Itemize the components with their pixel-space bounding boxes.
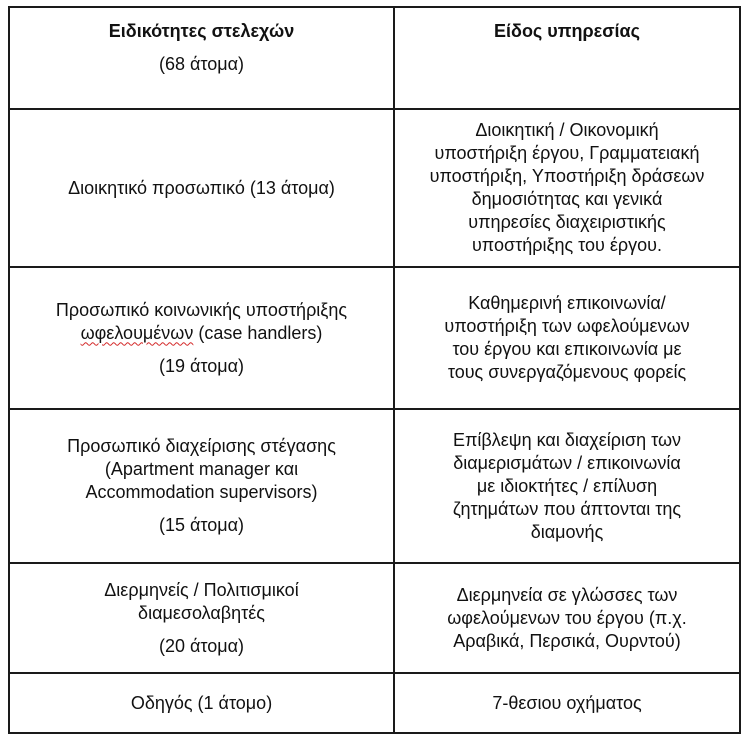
header-service-title: Είδος υπηρεσίας [494,21,640,41]
service-line: υποστήριξης του έργου. [471,235,663,255]
table-row [9,673,740,733]
role-line: (Apartment manager και [104,459,299,479]
role-line: Προσωπικό κοινωνικής υποστήριξης [55,299,348,320]
table-row [9,563,740,673]
service-line: Καθημερινή επικοινωνία/ [468,293,666,313]
service-cell [394,267,740,409]
role-line: Διοικητικό προσωπικό (13 άτομα) [68,177,335,198]
service-line: δημοσιότητας και γενικά [471,189,663,209]
role-line: Διερμηνείς / Πολιτισμικοί [104,579,299,600]
header-total-count: (68 άτομα) [158,54,245,74]
role-cell [9,109,394,267]
role-line: διαμεσολαβητές [138,602,265,623]
service-line: τους συνεργαζόμενους φορείς [447,362,687,382]
table-row [9,409,740,563]
service-line: υποστήριξη, Υποστήριξη δράσεων [429,166,705,186]
service-line: υποστήριξη των ωφελούμενων [444,316,690,336]
role-line [24,322,379,345]
service-line: διαμερισμάτων / επικοινωνία [453,452,681,473]
service-line: διαμονής [530,521,604,542]
service-line: ζητημάτων που άπτονται της [452,498,682,519]
header-row [9,7,740,109]
role-cell [9,409,394,563]
role-count: (20 άτομα) [158,635,245,656]
role-cell [9,673,394,733]
role-line: Accommodation supervisors) [85,482,318,502]
table-row [9,109,740,267]
header-specialties-cell [9,7,394,109]
service-cell [394,409,740,563]
service-cell [394,563,740,673]
role-line-tail: (case handlers) [193,322,323,343]
service-cell [394,109,740,267]
service-line: ωφελούμενων του έργου (π.χ. [447,607,687,628]
header-service-cell [394,7,740,109]
service-cell [394,673,740,733]
spellcheck-underlined-word: ωφελουμένων [80,322,194,343]
table-row [9,267,740,409]
service-line: Αραβικά, Περσικά, Ουρντού) [453,630,681,651]
role-cell [9,563,394,673]
role-line: Οδηγός (1 άτομο) [130,692,273,713]
service-line: του έργου και επικοινωνία με [452,339,682,359]
role-count: (19 άτομα) [158,355,245,376]
role-cell [9,267,394,409]
service-line: με ιδιοκτήτες / επίλυση [476,475,658,496]
service-line: υπηρεσίες διαχειριστικής [468,212,666,232]
service-line: Διερμηνεία σε γλώσσες των [456,584,678,605]
service-line: υποστήριξη έργου, Γραμματειακή [434,143,700,163]
service-line: 7-θεσιου οχήματος [492,692,642,713]
service-line: Διοικητική / Οικονομική [475,120,659,140]
staff-table [8,6,741,734]
service-line: Επίβλεψη και διαχείριση των [453,429,681,450]
role-count: (15 άτομα) [158,515,245,535]
header-specialties-title: Ειδικότητες στελεχών [108,21,295,41]
role-line: Προσωπικό διαχείρισης στέγασης [67,436,336,456]
